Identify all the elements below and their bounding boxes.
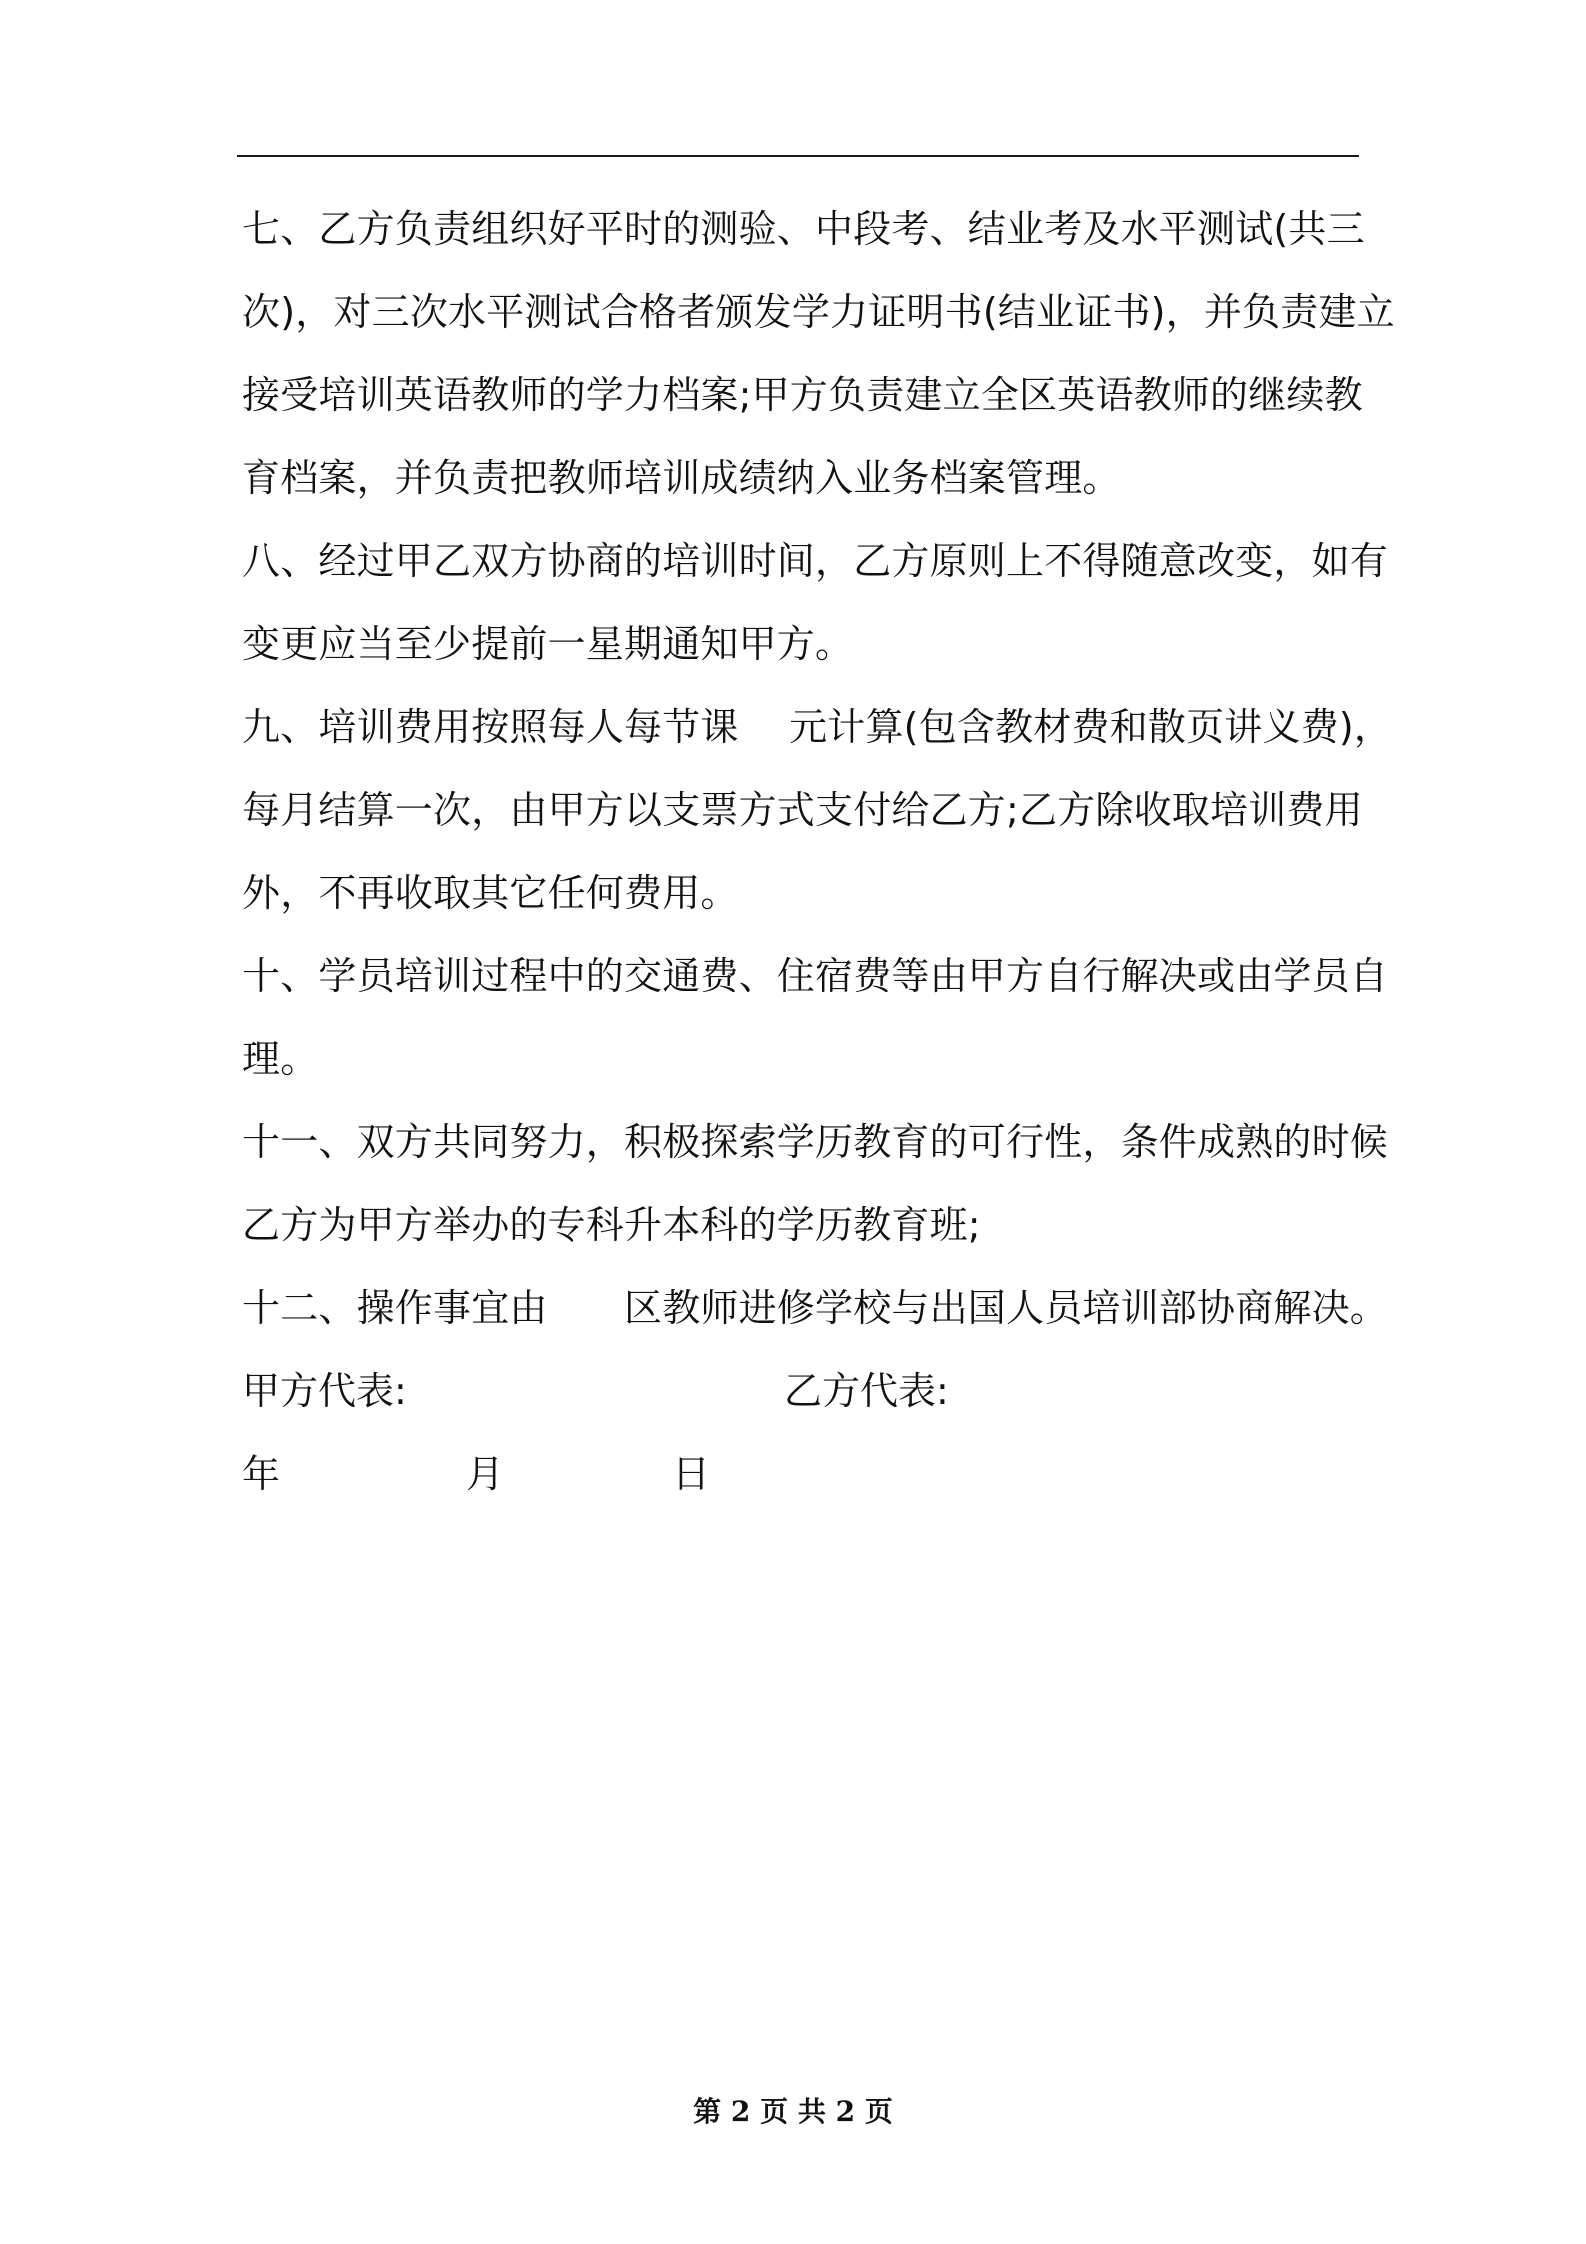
party-b-signature-label: 乙方代表:	[784, 1369, 949, 1413]
date-month-label: 月	[466, 1452, 505, 1496]
clause-7-line-2: 次)，对三次水平测试合格者颁发学力证明书(结业证书)，并负责建立	[242, 290, 1395, 334]
date-day-label: 日	[672, 1452, 711, 1496]
clause-9-line-1: 九、培训费用按照每人每节课 元计算(包含教材费和散页讲义费)，	[242, 705, 1393, 749]
page-number-footer: 第 2 页 共 2 页	[693, 2095, 893, 2128]
clause-7-line-1: 七、乙方负责组织好平时的测验、中段考、结业考及水平测试(共三	[242, 207, 1365, 251]
clause-11-line-1: 十一、双方共同努力，积极探索学历教育的可行性，条件成熟的时候	[242, 1120, 1389, 1164]
clause-8-line-1: 八、经过甲乙双方协商的培训时间，乙方原则上不得随意改变，如有	[242, 539, 1389, 583]
header-rule	[237, 155, 1359, 157]
clause-7-line-4: 育档案，并负责把教师培训成绩纳入业务档案管理。	[242, 456, 1121, 500]
party-a-signature-label: 甲方代表:	[242, 1369, 407, 1413]
clause-11-line-2: 乙方为甲方举办的专科升本科的学历教育班;	[242, 1203, 981, 1247]
clause-10-line-1: 十、学员培训过程中的交通费、住宿费等由甲方自行解决或由学员自	[242, 954, 1389, 998]
clause-9-line-2: 每月结算一次，由甲方以支票方式支付给乙方;乙方除收取培训费用	[242, 788, 1363, 832]
clause-9-line-3: 外，不再收取其它任何费用。	[242, 871, 739, 915]
clause-7-line-3: 接受培训英语教师的学力档案;甲方负责建立全区英语教师的继续教	[242, 373, 1363, 417]
clause-8-line-2: 变更应当至少提前一星期通知甲方。	[242, 622, 854, 666]
clause-12-line-1: 十二、操作事宜由 区教师进修学校与出国人员培训部协商解决。	[242, 1286, 1389, 1330]
clause-10-line-2: 理。	[242, 1037, 319, 1081]
date-year-label: 年	[242, 1452, 281, 1496]
